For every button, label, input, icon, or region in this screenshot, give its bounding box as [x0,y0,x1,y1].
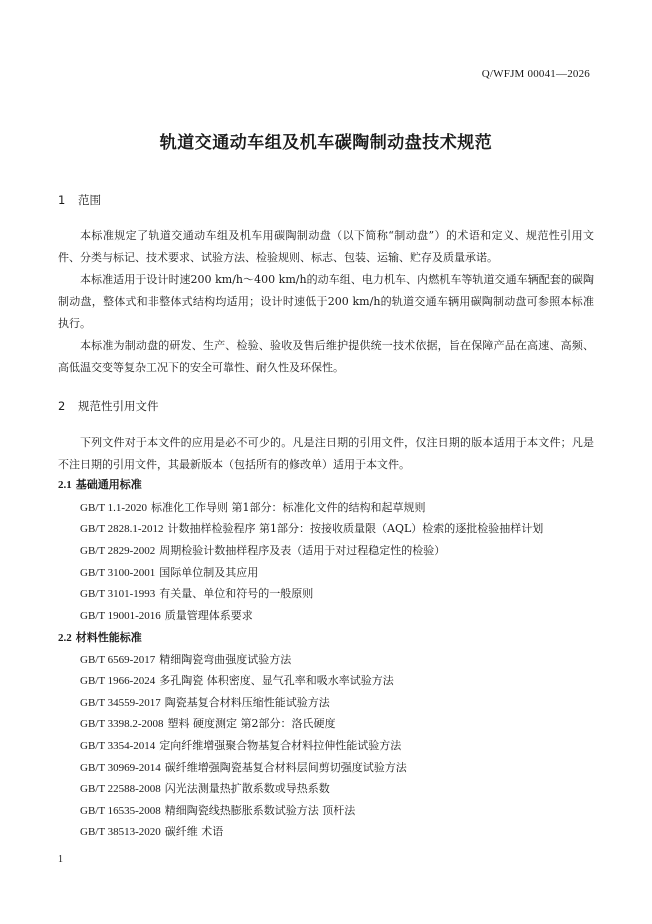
section-title: 规范性引用文件 [78,399,159,413]
reference-title: 精细陶瓷弯曲强度试验方法 [159,653,292,666]
document-code: Q/WFJM 00041—2026 [481,68,590,80]
reference-title: 有关量、单位和符号的一般原则 [159,587,314,600]
reference-item [80,542,445,558]
page-number: 1 [58,854,63,865]
subsection-title: 基础通用标准 [75,478,142,491]
subsection-number: 2.2 [58,632,72,644]
reference-item [80,694,330,710]
reference-code: GB/T 22588-2008 [80,783,161,795]
reference-title: 多孔陶瓷 体积密度、显气孔率和吸水率试验方法 [159,674,394,687]
reference-title: 塑料 硬度测定 第2部分：洛氏硬度 [167,717,336,730]
reference-code: GB/T 34559-2017 [80,697,161,709]
reference-code: GB/T 38513-2020 [80,826,161,838]
document-title: 轨道交通动车组及机车碳陶制动盘技术规范 [159,133,493,153]
scope-paragraph-2: 本标准适用于设计时速200 km/h～400 km/h的动车组、电力机车、内燃机车等轨道交通车辆配套的碳陶制动盘，整体式和非整体式结构均适用；设计时速低于200 km/h的轨道交通车辆用碳陶制动盘可参照本标准执行。 [58,273,594,330]
reference-code: GB/T 3398.2-2008 [80,718,164,730]
reference-title: 闪光法测量热扩散系数或导热系数 [164,782,330,795]
reference-code: GB/T 6569-2017 [80,654,156,666]
reference-title: 陶瓷基复合材料压缩性能试验方法 [164,696,330,709]
reference-item [80,802,355,818]
reference-code: GB/T 2829-2002 [80,545,156,557]
reference-code: GB/T 30969-2014 [80,762,161,774]
reference-item [80,759,407,775]
reference-title: 计数抽样检验程序 第1部分：按接收质量限（AQL）检索的逐批检验抽样计划 [167,522,544,535]
reference-code: GB/T 3100-2001 [80,567,156,579]
section-1-heading [58,192,101,208]
reference-title: 国际单位制及其应用 [159,566,259,579]
subsection-number: 2.1 [58,479,72,491]
reference-item [80,737,401,753]
reference-item [80,499,426,515]
reference-item [80,672,394,688]
reference-code: GB/T 3101-1993 [80,588,156,600]
scope-paragraph-3: 本标准为制动盘的研发、生产、检验、验收及售后维护提供统一技术依据，旨在保障产品在高速、高频、高低温交变等复杂工况下的安全可靠性、耐久性及环保性。 [58,339,594,374]
subsection-title: 材料性能标准 [75,631,142,644]
reference-title: 标准化工作导则 第1部分：标准化文件的结构和起草规则 [151,501,426,514]
section-number: 2 [58,399,66,413]
reference-title: 精细陶瓷线热膨胀系数试验方法 顶杆法 [164,804,356,817]
subsection-2-1-heading [58,476,142,492]
reference-item [80,715,336,731]
scope-paragraph-1: 本标准规定了轨道交通动车组及机车用碳陶制动盘（以下简称“制动盘”）的术语和定义、规范性引用文件、分类与标记、技术要求、试验方法、检验规则、标志、包装、运输、贮存及质量承诺。 [58,229,594,264]
section-2-heading [58,398,159,414]
reference-item [80,564,258,580]
reference-title: 质量管理体系要求 [164,609,253,622]
reference-title: 周期检验计数抽样程序及表（适用于对过程稳定性的检验） [159,544,446,557]
reference-item [80,823,223,839]
reference-item [80,520,543,536]
section-number: 1 [58,193,66,207]
reference-item [80,607,253,623]
reference-code: GB/T 16535-2008 [80,805,161,817]
reference-title: 定向纤维增强聚合物基复合材料拉伸性能试验方法 [159,739,402,752]
reference-title: 碳纤维 术语 [164,825,224,838]
reference-code: GB/T 2828.1-2012 [80,523,164,535]
reference-title: 碳纤维增强陶瓷基复合材料层间剪切强度试验方法 [164,761,407,774]
references-intro: 下列文件对于本文件的应用是必不可少的。凡是注日期的引用文件，仅注日期的版本适用于本文件；凡是不注日期的引用文件，其最新版本（包括所有的修改单）适用于本文件。 [58,436,594,471]
reference-code: GB/T 1966-2024 [80,675,156,687]
reference-item [80,651,291,667]
reference-code: GB/T 3354-2014 [80,740,156,752]
reference-item [80,780,330,796]
subsection-2-2-heading [58,629,142,645]
reference-item [80,585,313,601]
reference-code: GB/T 19001-2016 [80,610,161,622]
reference-code: GB/T 1.1-2020 [80,502,148,514]
section-title: 范围 [78,193,101,207]
